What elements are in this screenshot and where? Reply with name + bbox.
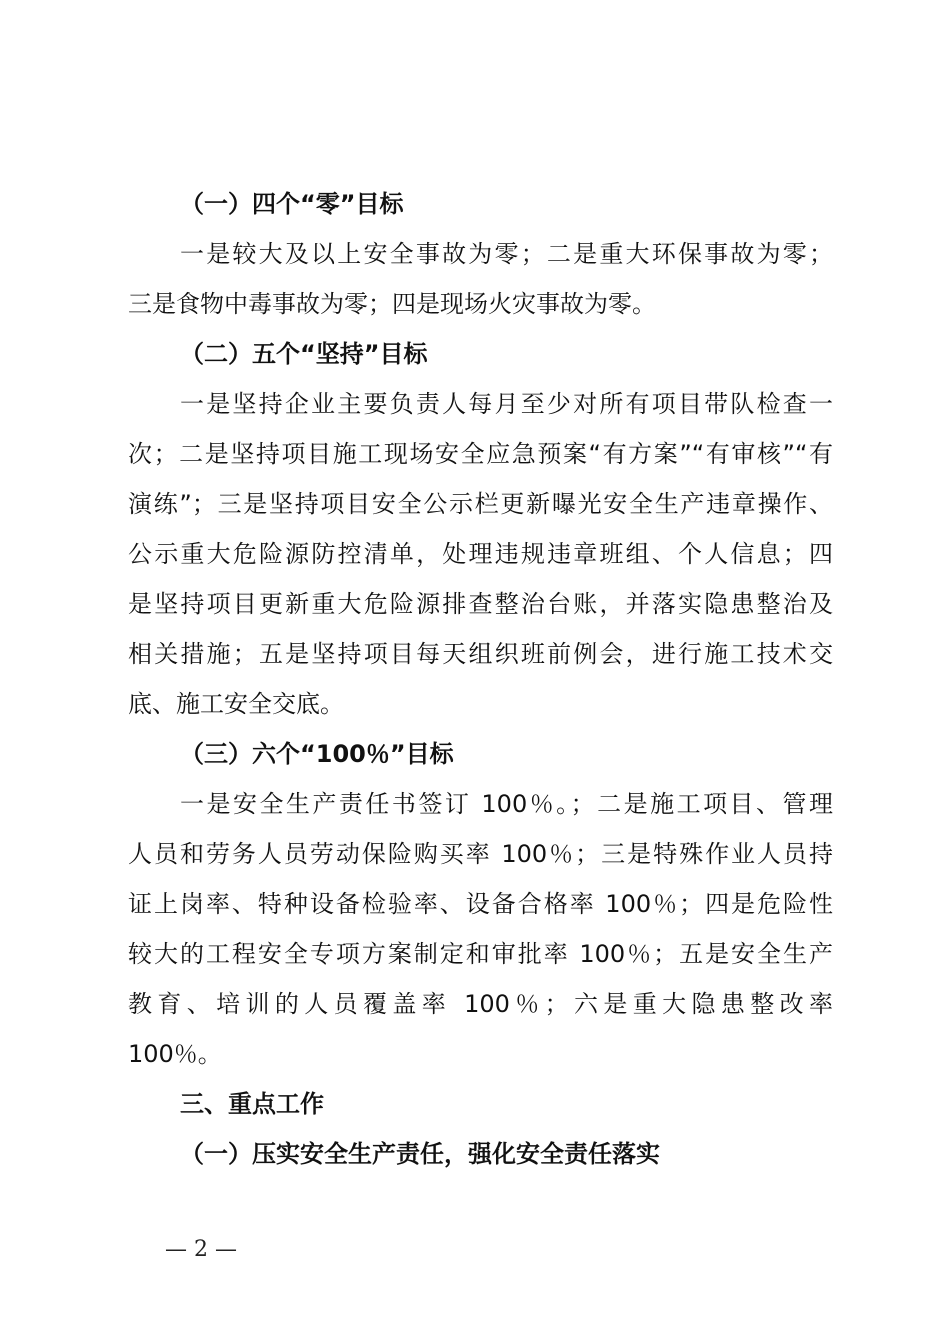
paragraph-line: 证上岗率、特种设备检验率、设备合格率 100％；四是危险性 [128,890,833,918]
heading-five-persist: （二）五个“坚持”目标 [180,340,428,368]
page-number: — 2 — [165,1237,237,1262]
paragraph-line: 一是安全生产责任书签订 100％。；二是施工项目、管理 [180,790,833,818]
paragraph-line: 人员和劳务人员劳动保险购买率 100％；三是特殊作业人员持 [128,840,833,868]
heading-four-zero: （一）四个“零”目标 [180,190,404,218]
paragraph-line: 三是食物中毒事故为零；四是现场火灾事故为零。 [128,290,656,318]
paragraph-line: 是坚持项目更新重大危险源排查整治台账，并落实隐患整治及 [128,590,833,618]
paragraph-line: 次；二是坚持项目施工现场安全应急预案“有方案”“有审核”“有 [128,440,833,468]
heading-six-100: （三）六个“100％”目标 [180,740,454,768]
heading-responsibility: （一）压实安全生产责任，强化安全责任落实 [180,1140,660,1168]
paragraph-line: 一是坚持企业主要负责人每月至少对所有项目带队检查一 [180,390,833,418]
section-heading-key-work: 三、重点工作 [180,1090,324,1118]
paragraph-line: 较大的工程安全专项方案制定和审批率 100％；五是安全生产 [128,940,833,968]
paragraph-line: 底、施工安全交底。 [128,690,344,718]
paragraph-line: 一是较大及以上安全事故为零；二是重大环保事故为零； [180,240,833,268]
paragraph-line: 教育、培训的人员覆盖率 100％；六是重大隐患整改率 [128,990,833,1018]
paragraph-line: 相关措施；五是坚持项目每天组织班前例会，进行施工技术交 [128,640,833,668]
paragraph-line: 100％。 [128,1040,222,1068]
paragraph-line: 演练”；三是坚持项目安全公示栏更新曝光安全生产违章操作、 [128,490,833,518]
paragraph-line: 公示重大危险源防控清单，处理违规违章班组、个人信息；四 [128,540,833,568]
